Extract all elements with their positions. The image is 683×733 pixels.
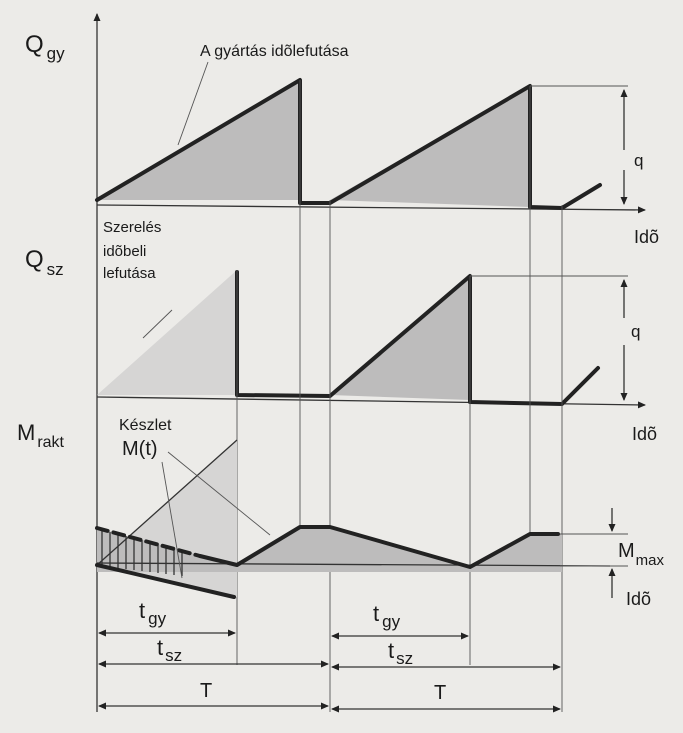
t-gy-label-2: t $_{gy}$ [373, 601, 401, 631]
production-leader [178, 62, 208, 145]
assembly-label-line3: lefutása [103, 265, 156, 282]
q-mid-label: q [631, 322, 641, 341]
period-label-1: T [200, 680, 213, 702]
m-rakt-label: M $_{rakt}$ [17, 420, 64, 451]
stock-construction-triangle [97, 440, 237, 597]
q-top-label: q [634, 151, 644, 170]
production-title: A gyártás idõlefutása [200, 43, 349, 60]
time-mid-label: Idõ [632, 424, 658, 444]
q-sz-label: Q $_{sz}$ [25, 246, 64, 279]
stock-panel [97, 440, 628, 598]
labels [17, 31, 665, 704]
time-top-label: Idõ [634, 227, 660, 247]
assembly-label-line1: Szerelés [103, 219, 162, 236]
assembly-label-line2: idõbeli [103, 243, 147, 260]
stock-function-label: M(t) [122, 438, 158, 460]
dimension-lines [99, 633, 560, 709]
stock-label: Készlet [119, 417, 172, 434]
m-max-label: $M_{max}$ [618, 540, 665, 569]
t-sz-label-1: t $_{sz}$ [157, 635, 183, 665]
q-gy-label: Q $_{gy}$ [25, 31, 65, 63]
time-bottom-label: Idõ [626, 589, 652, 609]
assembly-panel [97, 270, 645, 405]
period-label-2: T [434, 682, 447, 704]
t-gy-label-1: t $_{gy}$ [139, 598, 167, 628]
assembly-ramp-1 [97, 270, 237, 395]
t-sz-label-2: t $_{sz}$ [388, 638, 414, 668]
